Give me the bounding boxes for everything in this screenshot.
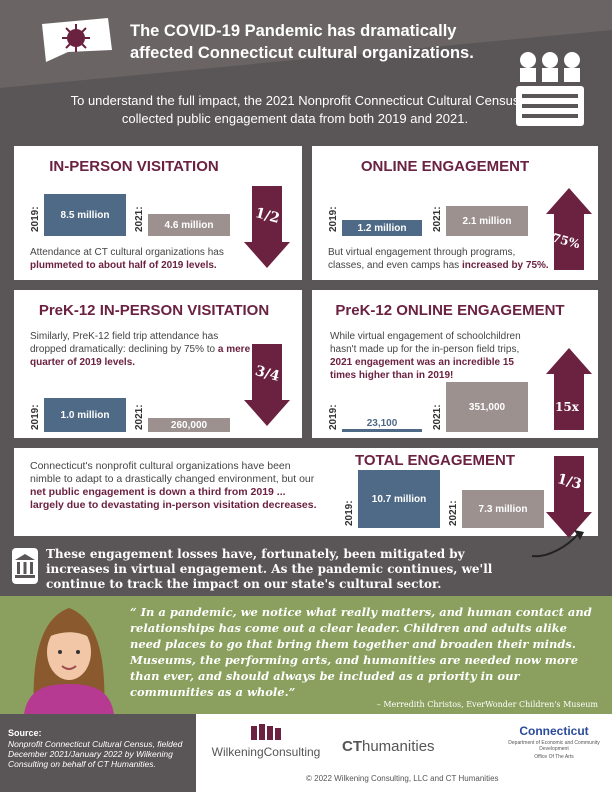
bar-2019: 8.5 million (44, 194, 126, 236)
panel-text: Connecticut's nonprofit cultural organizations have been nimble to adapt to a drastically changed environment, but our net public engagement is down a third from 2019 ... largely due to devastating in-person visitation decreases. (30, 460, 317, 511)
year-2021-label: 2021: (432, 206, 443, 232)
year-2019-label: 2019: (328, 404, 339, 430)
up-arrow-icon (546, 348, 592, 430)
year-2021-label: 2021: (134, 404, 145, 430)
wilkening-logo-text: WilkeningConsulting (211, 745, 321, 759)
quote-text: “ In a pandemic, we notice what really matters, and human contact and relationships has come out a clear leader. Children and adults alike need places to go that bring them together and broaden their minds. Museums, the performing arts, and humanities are needed now more than ever, and should always be included as a priority in our communities as a whole.” (130, 605, 592, 699)
year-2019-label: 2019: (30, 404, 41, 430)
panel-text: But virtual engagement through programs, classes, and even camps has increased by 75%. (328, 247, 549, 271)
year-2019-label: 2019: (344, 500, 355, 526)
year-2019-label: 2019: (328, 206, 339, 232)
bar-2019 (342, 429, 422, 432)
year-2021-label: 2021: (134, 206, 145, 232)
source-text: Nonprofit Connecticut Cultural Census, fielded December 2021/January 2022 by Wilkening Consulting on behalf of CT Humanities. (8, 739, 183, 769)
connecticut-virus-icon (38, 14, 118, 69)
year-2021-label: 2021: (432, 404, 443, 430)
arrow-label: 75% (550, 230, 582, 252)
arrow-label: 3/4 (253, 363, 282, 385)
arrow-label: 15x (555, 400, 579, 414)
bar-2021: 2.1 million (446, 206, 528, 236)
panel-text: Similarly, PreK-12 field trip attendance has dropped dramatically: declining by 75% to a mere quarter of 2019 levels. (30, 331, 251, 368)
connecticut-logo: Connecticut Department of Economic and Community Development Office Of The Arts (508, 724, 600, 760)
quote-attribution: – Merredith Christos, EverWonder Children's Museum (376, 700, 598, 709)
panel-title: IN-PERSON VISITATION (49, 158, 219, 175)
curved-arrow-icon (528, 528, 588, 565)
bar-2019: 1.2 million (342, 220, 422, 236)
down-arrow-icon (244, 186, 290, 268)
wilkening-logo (206, 724, 326, 759)
bar-2021: 351,000 (446, 382, 528, 432)
copyright: © 2022 Wilkening Consulting, LLC and CT Humanities (306, 774, 499, 783)
up-arrow-icon (546, 188, 592, 270)
panel-title: ONLINE ENGAGEMENT (360, 158, 530, 175)
mitigation-text: These engagement losses have, fortunately, been mitigated by increases in virtual engagement. As the pandemic continues, we'll continue to track the impact on our state's cultural sector. (46, 547, 493, 591)
panel-text: While virtual engagement of schoolchildren hasn't made up for the in-person field trips, 2021 engagement was an incredible 15 times higher than in 2019! (330, 331, 521, 381)
book-icon (251, 724, 281, 740)
panel-title: TOTAL ENGAGEMENT (354, 452, 515, 469)
year-2019-label: 2019: (30, 206, 41, 232)
bar-2021: 260,000 (148, 418, 230, 432)
bar-2019: 10.7 million (358, 470, 440, 528)
down-arrow-icon (546, 456, 592, 538)
arrow-label: 1/3 (555, 471, 584, 493)
intro-text: To understand the full impact, the 2021 Nonprofit Connecticut Cultural Census collected public engagement data from both 2019 and 2021. (70, 93, 520, 126)
panel-title: PreK-12 IN-PERSON VISITATION (38, 302, 270, 319)
museum-icon (12, 548, 38, 589)
woman-avatar (14, 600, 124, 719)
panel-title: PreK-12 ONLINE ENGAGEMENT (335, 302, 565, 319)
panel-text: Attendance at CT cultural organizations has plummeted to about half of 2019 levels. (30, 247, 224, 271)
year-2021-label: 2021: (448, 500, 459, 526)
source-label: Source: (8, 728, 42, 738)
bar-2021: 7.3 million (462, 490, 544, 528)
cthumanities-logo: CThumanities (342, 738, 435, 755)
bar-2021: 4.6 million (148, 214, 230, 236)
bar-2019: 1.0 million (44, 398, 126, 432)
down-arrow-icon (244, 344, 290, 426)
bar-2019-value: 23,100 (366, 418, 398, 429)
arrow-label: 1/2 (253, 205, 282, 227)
page-title: The COVID-19 Pandemic has dramatically affected Connecticut cultural organizations. (130, 22, 474, 62)
